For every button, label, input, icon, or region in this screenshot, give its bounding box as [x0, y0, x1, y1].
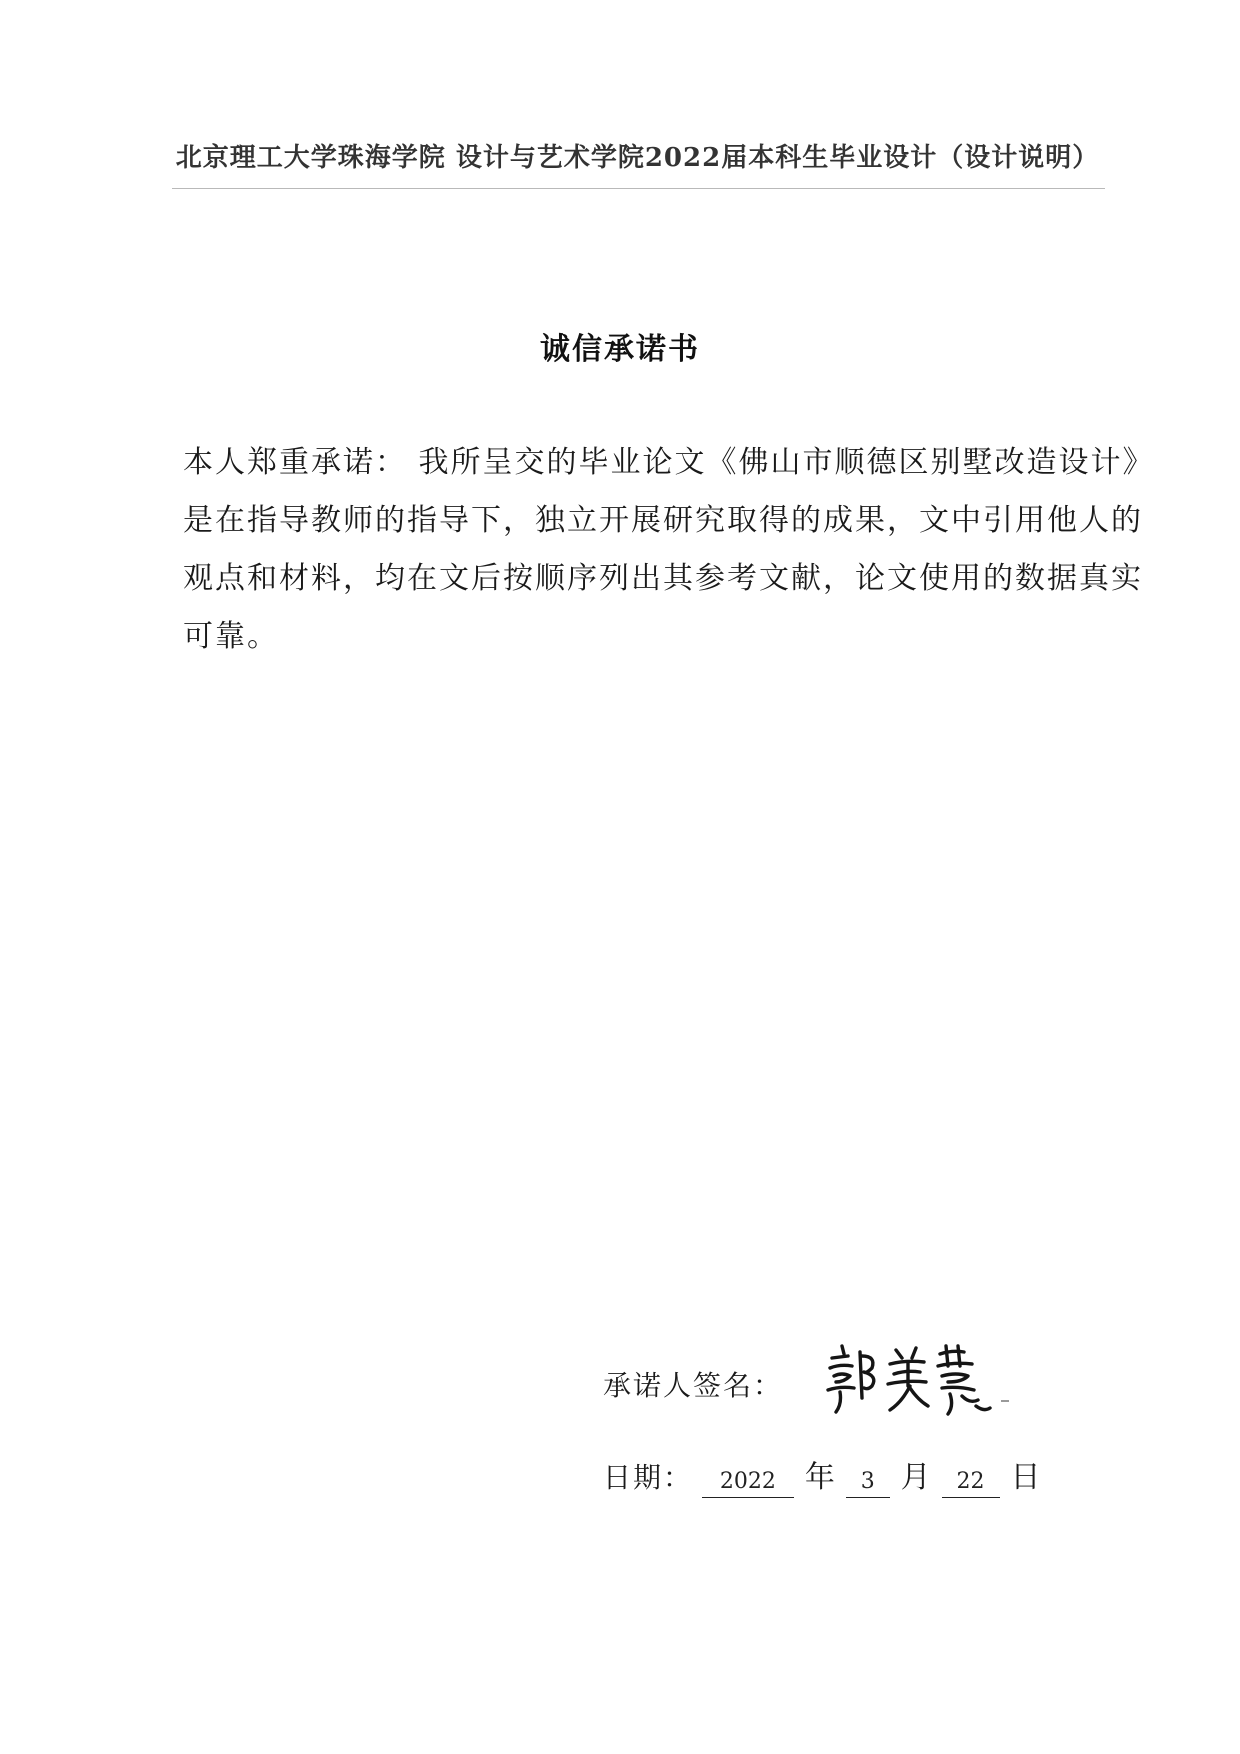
date-label: 日期：	[603, 1461, 694, 1494]
signature-label: 承诺人签名：	[603, 1369, 784, 1402]
signature-mark	[1001, 1400, 1009, 1402]
running-header	[170, 143, 1105, 182]
month-unit: 月	[900, 1460, 931, 1495]
date-row	[603, 1458, 1042, 1502]
paragraph-line: 观点和材料，均在文后按顺序列出其参考文献，论文使用的数据真实	[183, 561, 1143, 596]
month-field: 3	[846, 1467, 890, 1498]
day-field: 22	[942, 1467, 1000, 1498]
running-header-text: 北京理工大学珠海学院 设计与艺术学院2022届本科生毕业设计（设计说明）	[175, 143, 1100, 173]
pledge-paragraph	[183, 434, 1155, 666]
day-unit: 日	[1010, 1460, 1041, 1495]
year-unit: 年	[804, 1460, 835, 1495]
paragraph-line: 可靠。	[183, 619, 279, 654]
paragraph-line: 本人郑重承诺： 我所呈交的毕业论文《佛山市顺德区别墅改造设计》	[183, 445, 1155, 480]
handwritten-signature	[818, 1336, 1008, 1426]
year-field: 2022	[702, 1467, 794, 1498]
page-title: 诚信承诺书	[540, 332, 700, 367]
paragraph-line: 是在指导教师的指导下，独立开展研究取得的成果，文中引用他人的	[183, 503, 1143, 538]
header-divider	[172, 188, 1105, 189]
